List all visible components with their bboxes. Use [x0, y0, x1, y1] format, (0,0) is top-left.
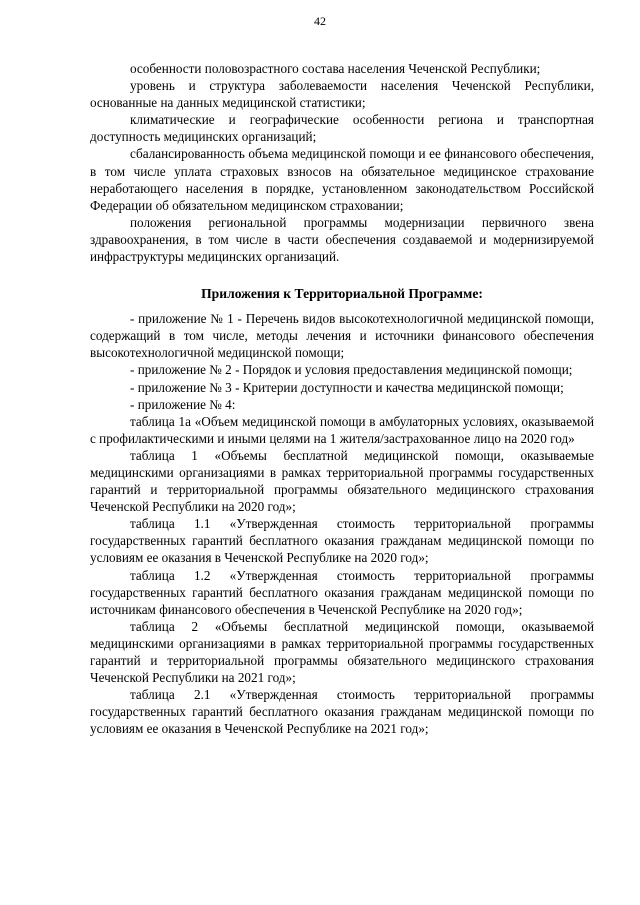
- appendix-item-2: - приложение № 2 - Порядок и условия предоставления медицинской помощи;: [130, 362, 573, 378]
- appendix-item-3: - приложение № 3 - Критерии доступности и качества медицинской помощи;: [130, 379, 564, 395]
- table-1-2-item: таблица 1.2 «Утвержденная стоимость территориальной программы государственных гарантий бесплатного оказания гражданам медицинской помощи по источникам финансового обеспечения в Чеченской Республике на 2020 год»;: [90, 567, 594, 617]
- appendix-item-1: - приложение № 1 - Перечень видов высокотехнологичной медицинской помощи, содержащий в том числе, методы лечения и источники финансового обеспечения высокотехнологичной медицинской помощи;: [90, 311, 594, 361]
- paragraph-balance-financing: сбалансированность объема медицинской помощи и ее финансового обеспечения, в том числе уплата страховых взносов на обязательное медицинское страхование неработающего населения в порядке, установленном законодательством Российской Федерации об обязательном медицинском страховании;: [90, 146, 594, 213]
- table-2-item: таблица 2 «Объемы бесплатной медицинской помощи, оказываемой медицинскими организациями в рамках территориальной программы государственных гарантий и территориальной программы обязательного медицинского страхования Чеченской Республики на 2021 год»;: [90, 618, 594, 686]
- appendix-item-4: - приложение № 4:: [130, 396, 236, 412]
- table-2-1-item: таблица 2.1 «Утвержденная стоимость территориальной программы государственных гарантий бесплатного оказания гражданам медицинской помощи по условиям ее оказания в Чеченской Республике на 2021 год»;: [90, 687, 594, 737]
- paragraph-population-structure: особенности половозрастного состава населения Чеченской Республики;: [130, 61, 541, 76]
- page-content: [90, 60, 594, 737]
- appendix-heading: Приложения к Территориальной Программе:: [201, 286, 483, 302]
- table-1-1-item: таблица 1.1 «Утвержденная стоимость территориальной программы государственных гарантий бесплатного оказания гражданам медицинской помощи по условиям ее оказания в Чеченской Республике на 2020 год»;: [90, 516, 594, 566]
- paragraph-morbidity: уровень и структура заболеваемости населения Чеченской Республики, основанные на данных медицинской статистики;: [90, 78, 594, 111]
- table-1a-item: таблица 1а «Объем медицинской помощи в амбулаторных условиях, оказываемой с профилактическими и иными целями на 1 жителя/застрахованное лицо на 2020 год»: [90, 413, 594, 446]
- table-1-item: таблица 1 «Объемы бесплатной медицинской помощи, оказываемые медицинскими организациями в рамках территориальной программы государственных гарантий и территориальной программы обязательного медицинского страхования Чеченской Республики на 2020 год»;: [90, 447, 594, 515]
- paragraph-climate-geography: климатические и географические особенности региона и транспортная доступность медицинских организаций;: [90, 112, 594, 145]
- paragraph-regional-program: положения региональной программы модернизации первичного звена здравоохранения, в том числе в части обеспечения создаваемой и модернизируемой инфраструктуры медицинских организаций.: [90, 214, 594, 265]
- page-number: 42: [314, 14, 326, 28]
